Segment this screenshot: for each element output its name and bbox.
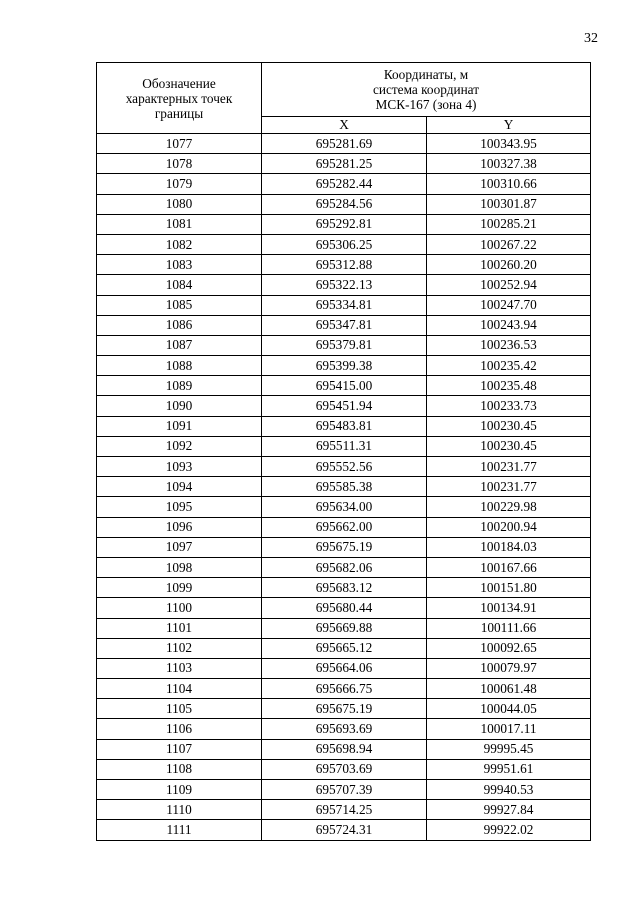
x-coordinate-cell: 695683.12 [262,578,427,598]
table-row [97,598,591,618]
point-id-cell: 1091 [97,416,262,436]
y-coordinate-cell: 100079.97 [427,658,591,678]
point-id-cell: 1103 [97,658,262,678]
y-coordinate-cell: 100200.94 [427,517,591,537]
point-id-cell: 1082 [97,234,262,254]
x-coordinate-cell: 695675.19 [262,537,427,557]
y-coordinate-cell: 100267.22 [427,234,591,254]
y-coordinate-cell: 100285.21 [427,214,591,234]
x-coordinate-cell: 695585.38 [262,477,427,497]
coordinates-column-header: Координаты, м система координат МСК-167 (зона 4) [262,63,591,117]
y-coordinate-cell: 100235.42 [427,356,591,376]
x-coordinate-cell: 695282.44 [262,174,427,194]
point-id-cell: 1094 [97,477,262,497]
point-id-cell: 1097 [97,537,262,557]
y-coordinate-cell: 100327.38 [427,154,591,174]
table-row [97,578,591,598]
x-coordinate-cell: 695347.81 [262,315,427,335]
x-coordinate-cell: 695292.81 [262,214,427,234]
x-coordinate-cell: 695451.94 [262,396,427,416]
point-id-cell: 1088 [97,356,262,376]
x-coordinate-cell: 695281.69 [262,134,427,154]
y-coordinate-cell: 99927.84 [427,800,591,820]
x-coordinate-cell: 695666.75 [262,679,427,699]
x-coordinate-cell: 695415.00 [262,376,427,396]
table-row [97,477,591,497]
point-id-cell: 1111 [97,820,262,840]
table-row [97,780,591,800]
x-coordinate-cell: 695669.88 [262,618,427,638]
coordinates-table [96,62,591,841]
x-coordinate-cell: 695714.25 [262,800,427,820]
y-column-header: Y [427,116,591,134]
x-coordinate-cell: 695483.81 [262,416,427,436]
y-coordinate-cell: 100243.94 [427,315,591,335]
table-row [97,315,591,335]
point-id-cell: 1078 [97,154,262,174]
y-coordinate-cell: 100231.77 [427,477,591,497]
x-coordinate-cell: 695399.38 [262,356,427,376]
point-id-cell: 1079 [97,174,262,194]
x-coordinate-cell: 695664.06 [262,658,427,678]
x-coordinate-cell: 695665.12 [262,638,427,658]
table-row [97,800,591,820]
table-row [97,396,591,416]
table-row [97,497,591,517]
x-coordinate-cell: 695306.25 [262,234,427,254]
point-id-cell: 1087 [97,335,262,355]
point-id-cell: 1098 [97,557,262,577]
table-row [97,234,591,254]
table-row [97,658,591,678]
table-header [97,63,591,134]
x-coordinate-cell: 695334.81 [262,295,427,315]
y-coordinate-cell: 100301.87 [427,194,591,214]
x-column-header: X [262,116,427,134]
y-coordinate-cell: 100235.48 [427,376,591,396]
y-coordinate-cell: 100236.53 [427,335,591,355]
table-row [97,416,591,436]
x-coordinate-cell: 695284.56 [262,194,427,214]
table-row [97,679,591,699]
point-id-cell: 1105 [97,699,262,719]
point-id-cell: 1084 [97,275,262,295]
table-row [97,194,591,214]
table-row [97,436,591,456]
point-id-cell: 1102 [97,638,262,658]
x-coordinate-cell: 695511.31 [262,436,427,456]
y-coordinate-cell: 100167.66 [427,557,591,577]
point-id-cell: 1099 [97,578,262,598]
y-coordinate-cell: 100252.94 [427,275,591,295]
table-row [97,154,591,174]
point-id-cell: 1089 [97,376,262,396]
point-id-cell: 1108 [97,759,262,779]
y-coordinate-cell: 100260.20 [427,255,591,275]
x-coordinate-cell: 695724.31 [262,820,427,840]
point-id-cell: 1086 [97,315,262,335]
x-coordinate-cell: 695281.25 [262,154,427,174]
x-coordinate-cell: 695322.13 [262,275,427,295]
y-coordinate-cell: 99922.02 [427,820,591,840]
point-id-cell: 1096 [97,517,262,537]
table-row [97,275,591,295]
point-id-cell: 1100 [97,598,262,618]
table-row [97,719,591,739]
y-coordinate-cell: 99995.45 [427,739,591,759]
x-coordinate-cell: 695662.00 [262,517,427,537]
table-row [97,457,591,477]
y-coordinate-cell: 100247.70 [427,295,591,315]
point-id-cell: 1090 [97,396,262,416]
y-coordinate-cell: 100230.45 [427,436,591,456]
y-coordinate-cell: 100061.48 [427,679,591,699]
y-coordinate-cell: 100092.65 [427,638,591,658]
page-number: 32 [584,31,598,46]
table-row [97,739,591,759]
x-coordinate-cell: 695707.39 [262,780,427,800]
table-row [97,356,591,376]
y-coordinate-cell: 99940.53 [427,780,591,800]
y-coordinate-cell: 100229.98 [427,497,591,517]
table-row [97,618,591,638]
point-id-cell: 1080 [97,194,262,214]
x-coordinate-cell: 695682.06 [262,557,427,577]
y-coordinate-cell: 100044.05 [427,699,591,719]
table-row [97,759,591,779]
y-coordinate-cell: 100017.11 [427,719,591,739]
x-coordinate-cell: 695680.44 [262,598,427,618]
table-body [97,134,591,841]
table-row [97,295,591,315]
table-row [97,557,591,577]
table-row [97,517,591,537]
table-row [97,134,591,154]
point-id-cell: 1081 [97,214,262,234]
point-id-cell: 1101 [97,618,262,638]
x-coordinate-cell: 695312.88 [262,255,427,275]
table-row [97,699,591,719]
point-id-cell: 1095 [97,497,262,517]
x-coordinate-cell: 695703.69 [262,759,427,779]
table-row [97,214,591,234]
x-coordinate-cell: 695379.81 [262,335,427,355]
y-coordinate-cell: 99951.61 [427,759,591,779]
x-coordinate-cell: 695698.94 [262,739,427,759]
x-coordinate-cell: 695675.19 [262,699,427,719]
y-coordinate-cell: 100310.66 [427,174,591,194]
y-coordinate-cell: 100184.03 [427,537,591,557]
table-row [97,335,591,355]
table-row [97,376,591,396]
point-id-cell: 1085 [97,295,262,315]
y-coordinate-cell: 100343.95 [427,134,591,154]
point-id-cell: 1109 [97,780,262,800]
x-coordinate-cell: 695634.00 [262,497,427,517]
y-coordinate-cell: 100231.77 [427,457,591,477]
table-row [97,174,591,194]
point-id-cell: 1093 [97,457,262,477]
point-id-cell: 1083 [97,255,262,275]
y-coordinate-cell: 100233.73 [427,396,591,416]
x-coordinate-cell: 695552.56 [262,457,427,477]
point-id-cell: 1077 [97,134,262,154]
point-id-cell: 1107 [97,739,262,759]
y-coordinate-cell: 100230.45 [427,416,591,436]
y-coordinate-cell: 100134.91 [427,598,591,618]
points-column-header: Обозначение характерных точек границы [97,63,262,134]
table-row [97,820,591,840]
point-id-cell: 1104 [97,679,262,699]
table-row [97,255,591,275]
x-coordinate-cell: 695693.69 [262,719,427,739]
table-row [97,638,591,658]
point-id-cell: 1106 [97,719,262,739]
table-row [97,537,591,557]
point-id-cell: 1092 [97,436,262,456]
y-coordinate-cell: 100111.66 [427,618,591,638]
point-id-cell: 1110 [97,800,262,820]
y-coordinate-cell: 100151.80 [427,578,591,598]
